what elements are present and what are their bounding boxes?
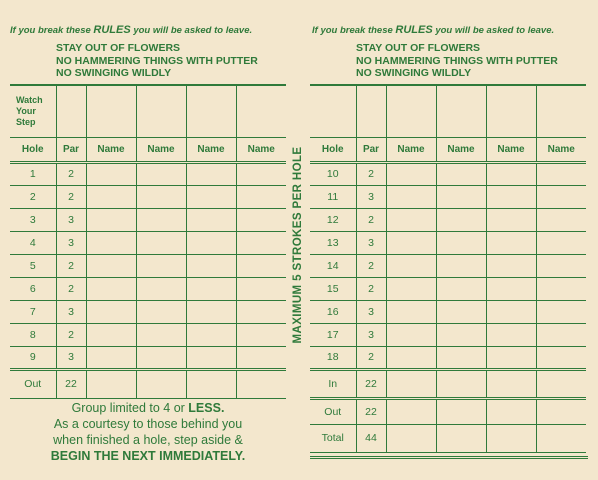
- hole-row: [310, 231, 586, 254]
- name-header[interactable]: Name: [436, 137, 486, 162]
- hole-number: 3: [10, 208, 56, 231]
- score-cell[interactable]: [186, 277, 236, 300]
- score-cell[interactable]: [386, 185, 436, 208]
- par-value: 3: [356, 185, 386, 208]
- score-cell[interactable]: [486, 398, 536, 424]
- player-cell[interactable]: [386, 85, 436, 137]
- blank-cell: [56, 85, 86, 137]
- hole-number: 5: [10, 254, 56, 277]
- hole-number: 9: [10, 346, 56, 369]
- score-cell[interactable]: [86, 277, 136, 300]
- player-cell[interactable]: [536, 85, 586, 137]
- par-value: 2: [56, 277, 86, 300]
- par-value: 2: [56, 162, 86, 185]
- score-cell[interactable]: [136, 208, 186, 231]
- hole-row: [10, 346, 286, 369]
- score-cell[interactable]: [486, 254, 536, 277]
- score-cell[interactable]: [136, 277, 186, 300]
- par-value: 2: [56, 323, 86, 346]
- name-header[interactable]: Name: [186, 137, 236, 162]
- hole-number: 14: [310, 254, 356, 277]
- hole-header: Hole: [10, 137, 56, 162]
- score-cell[interactable]: [136, 346, 186, 369]
- player-cell[interactable]: [86, 85, 136, 137]
- score-cell[interactable]: [386, 162, 436, 185]
- score-cell[interactable]: [486, 300, 536, 323]
- par-value: 3: [56, 300, 86, 323]
- score-cell[interactable]: [536, 277, 586, 300]
- player-cell[interactable]: [236, 85, 286, 137]
- score-cell[interactable]: [486, 424, 536, 452]
- score-cell[interactable]: [86, 346, 136, 369]
- par-value: 2: [56, 185, 86, 208]
- score-cell[interactable]: [136, 369, 186, 398]
- score-cell[interactable]: [236, 300, 286, 323]
- total-label: Total: [310, 424, 356, 452]
- score-cell[interactable]: [386, 424, 436, 452]
- score-cell[interactable]: [436, 185, 486, 208]
- score-cell[interactable]: [536, 231, 586, 254]
- player-cell[interactable]: [486, 85, 536, 137]
- par-header: Par: [56, 137, 86, 162]
- name-header[interactable]: Name: [236, 137, 286, 162]
- hole-row: [10, 185, 286, 208]
- score-cell[interactable]: [136, 323, 186, 346]
- hole-number: 13: [310, 231, 356, 254]
- score-cell[interactable]: [486, 208, 536, 231]
- score-cell[interactable]: [136, 185, 186, 208]
- score-cell[interactable]: [386, 231, 436, 254]
- rules-header-left: If you break these RULES you will be asked to leave.: [10, 24, 253, 36]
- score-cell[interactable]: [236, 231, 286, 254]
- score-cell[interactable]: [386, 208, 436, 231]
- hole-row: [310, 185, 586, 208]
- score-cell[interactable]: [86, 369, 136, 398]
- score-cell[interactable]: [436, 369, 486, 398]
- hole-number: 15: [310, 277, 356, 300]
- courtesy-note: Group limited to 4 or LESS. As a courtesy to those behind you when finished a hole, step aside & BEGIN THE NEXT IMMEDIATELY.: [50, 401, 246, 463]
- hole-number: 8: [10, 323, 56, 346]
- hole-row: [10, 254, 286, 277]
- total-par: 44: [356, 424, 386, 452]
- rules-header-right: If you break these RULES you will be asked to leave.: [312, 24, 555, 36]
- score-cell[interactable]: [186, 369, 236, 398]
- score-cell[interactable]: [536, 346, 586, 369]
- score-cell[interactable]: [486, 277, 536, 300]
- par-value: 3: [56, 231, 86, 254]
- score-cell[interactable]: [186, 208, 236, 231]
- score-cell[interactable]: [186, 162, 236, 185]
- hole-row: [310, 346, 586, 369]
- player-cell[interactable]: [136, 85, 186, 137]
- score-cell[interactable]: [436, 162, 486, 185]
- score-cell[interactable]: [436, 277, 486, 300]
- hole-number: 11: [310, 185, 356, 208]
- hole-row: [310, 254, 586, 277]
- score-cell[interactable]: [186, 254, 236, 277]
- score-cell[interactable]: [186, 323, 236, 346]
- score-cell[interactable]: [536, 208, 586, 231]
- player-cell[interactable]: [186, 85, 236, 137]
- score-cell[interactable]: [236, 369, 286, 398]
- name-header[interactable]: Name: [486, 137, 536, 162]
- hole-row: [10, 277, 286, 300]
- watch-your-step-label: Watch Your Step: [10, 85, 56, 137]
- par-header: Par: [356, 137, 386, 162]
- hole-row: [310, 208, 586, 231]
- hole-header: Hole: [310, 137, 356, 162]
- hole-number: 16: [310, 300, 356, 323]
- total-par: 22: [56, 369, 86, 398]
- score-cell[interactable]: [86, 185, 136, 208]
- par-value: 2: [356, 254, 386, 277]
- total-label: In: [310, 369, 356, 398]
- score-cell[interactable]: [86, 300, 136, 323]
- blank-cell: [310, 85, 356, 137]
- score-cell[interactable]: [236, 254, 286, 277]
- scorecard-front-nine: [10, 84, 286, 399]
- score-cell[interactable]: [86, 254, 136, 277]
- par-value: 2: [356, 277, 386, 300]
- score-cell[interactable]: [386, 277, 436, 300]
- score-cell[interactable]: [236, 185, 286, 208]
- score-cell[interactable]: [236, 346, 286, 369]
- total-row: [310, 424, 586, 452]
- score-cell[interactable]: [486, 346, 536, 369]
- score-cell[interactable]: [536, 323, 586, 346]
- score-cell[interactable]: [536, 300, 586, 323]
- score-cell[interactable]: [236, 277, 286, 300]
- total-par: 22: [356, 398, 386, 424]
- score-cell[interactable]: [536, 254, 586, 277]
- par-value: 3: [356, 300, 386, 323]
- scorecard-back-nine: [310, 84, 586, 453]
- score-cell[interactable]: [186, 346, 236, 369]
- score-cell[interactable]: [236, 208, 286, 231]
- hole-row: [10, 323, 286, 346]
- score-cell[interactable]: [486, 162, 536, 185]
- hole-number: 1: [10, 162, 56, 185]
- par-value: 2: [356, 208, 386, 231]
- score-cell[interactable]: [186, 300, 236, 323]
- name-header[interactable]: Name: [86, 137, 136, 162]
- score-cell[interactable]: [536, 424, 586, 452]
- hole-number: 4: [10, 231, 56, 254]
- score-cell[interactable]: [436, 231, 486, 254]
- total-row: [10, 369, 286, 398]
- score-cell[interactable]: [486, 369, 536, 398]
- name-header[interactable]: Name: [386, 137, 436, 162]
- player-cell[interactable]: [436, 85, 486, 137]
- par-value: 2: [356, 162, 386, 185]
- score-cell[interactable]: [436, 254, 486, 277]
- bottom-rule: [310, 456, 588, 459]
- hole-row: [10, 162, 286, 185]
- total-label: Out: [10, 369, 56, 398]
- rules-list-right: STAY OUT OF FLOWERS NO HAMMERING THINGS WITH PUTTER NO SWINGING WILDLY: [356, 42, 558, 79]
- max-strokes-label: MAXIMUM 5 STROKES PER HOLE: [292, 146, 304, 344]
- score-cell[interactable]: [536, 398, 586, 424]
- par-value: 3: [56, 346, 86, 369]
- name-header[interactable]: Name: [136, 137, 186, 162]
- score-cell[interactable]: [186, 185, 236, 208]
- hole-number: 7: [10, 300, 56, 323]
- score-cell[interactable]: [436, 208, 486, 231]
- score-cell[interactable]: [386, 369, 436, 398]
- score-cell[interactable]: [386, 300, 436, 323]
- hole-number: 18: [310, 346, 356, 369]
- rules-list-left: STAY OUT OF FLOWERS NO HAMMERING THINGS WITH PUTTER NO SWINGING WILDLY: [56, 42, 258, 79]
- hole-row: [10, 208, 286, 231]
- score-cell[interactable]: [86, 162, 136, 185]
- score-cell[interactable]: [486, 185, 536, 208]
- hole-row: [310, 323, 586, 346]
- par-value: 2: [56, 254, 86, 277]
- total-row: [310, 369, 586, 398]
- par-value: 3: [356, 231, 386, 254]
- score-cell[interactable]: [386, 346, 436, 369]
- score-cell[interactable]: [436, 398, 486, 424]
- score-cell[interactable]: [536, 162, 586, 185]
- score-cell[interactable]: [386, 254, 436, 277]
- score-cell[interactable]: [486, 323, 536, 346]
- par-value: 2: [356, 346, 386, 369]
- hole-number: 10: [310, 162, 356, 185]
- total-row: [310, 398, 586, 424]
- score-cell[interactable]: [186, 231, 236, 254]
- score-cell[interactable]: [436, 323, 486, 346]
- score-cell[interactable]: [136, 231, 186, 254]
- hole-number: 2: [10, 185, 56, 208]
- hole-number: 6: [10, 277, 56, 300]
- hole-number: 17: [310, 323, 356, 346]
- score-cell[interactable]: [386, 398, 436, 424]
- hole-row: [310, 277, 586, 300]
- par-value: 3: [56, 208, 86, 231]
- score-cell[interactable]: [86, 231, 136, 254]
- total-par: 22: [356, 369, 386, 398]
- score-cell[interactable]: [436, 424, 486, 452]
- score-cell[interactable]: [486, 231, 536, 254]
- par-value: 3: [356, 323, 386, 346]
- score-cell[interactable]: [86, 208, 136, 231]
- score-cell[interactable]: [436, 346, 486, 369]
- score-cell[interactable]: [386, 323, 436, 346]
- score-cell[interactable]: [436, 300, 486, 323]
- hole-row: [310, 162, 586, 185]
- score-cell[interactable]: [136, 300, 186, 323]
- score-cell[interactable]: [236, 323, 286, 346]
- total-label: Out: [310, 398, 356, 424]
- score-cell[interactable]: [536, 185, 586, 208]
- hole-row: [310, 300, 586, 323]
- score-cell[interactable]: [136, 162, 186, 185]
- blank-cell: [356, 85, 386, 137]
- hole-row: [10, 300, 286, 323]
- score-cell[interactable]: [236, 162, 286, 185]
- score-cell[interactable]: [536, 369, 586, 398]
- name-header[interactable]: Name: [536, 137, 586, 162]
- hole-row: [10, 231, 286, 254]
- score-cell[interactable]: [86, 323, 136, 346]
- hole-number: 12: [310, 208, 356, 231]
- score-cell[interactable]: [136, 254, 186, 277]
